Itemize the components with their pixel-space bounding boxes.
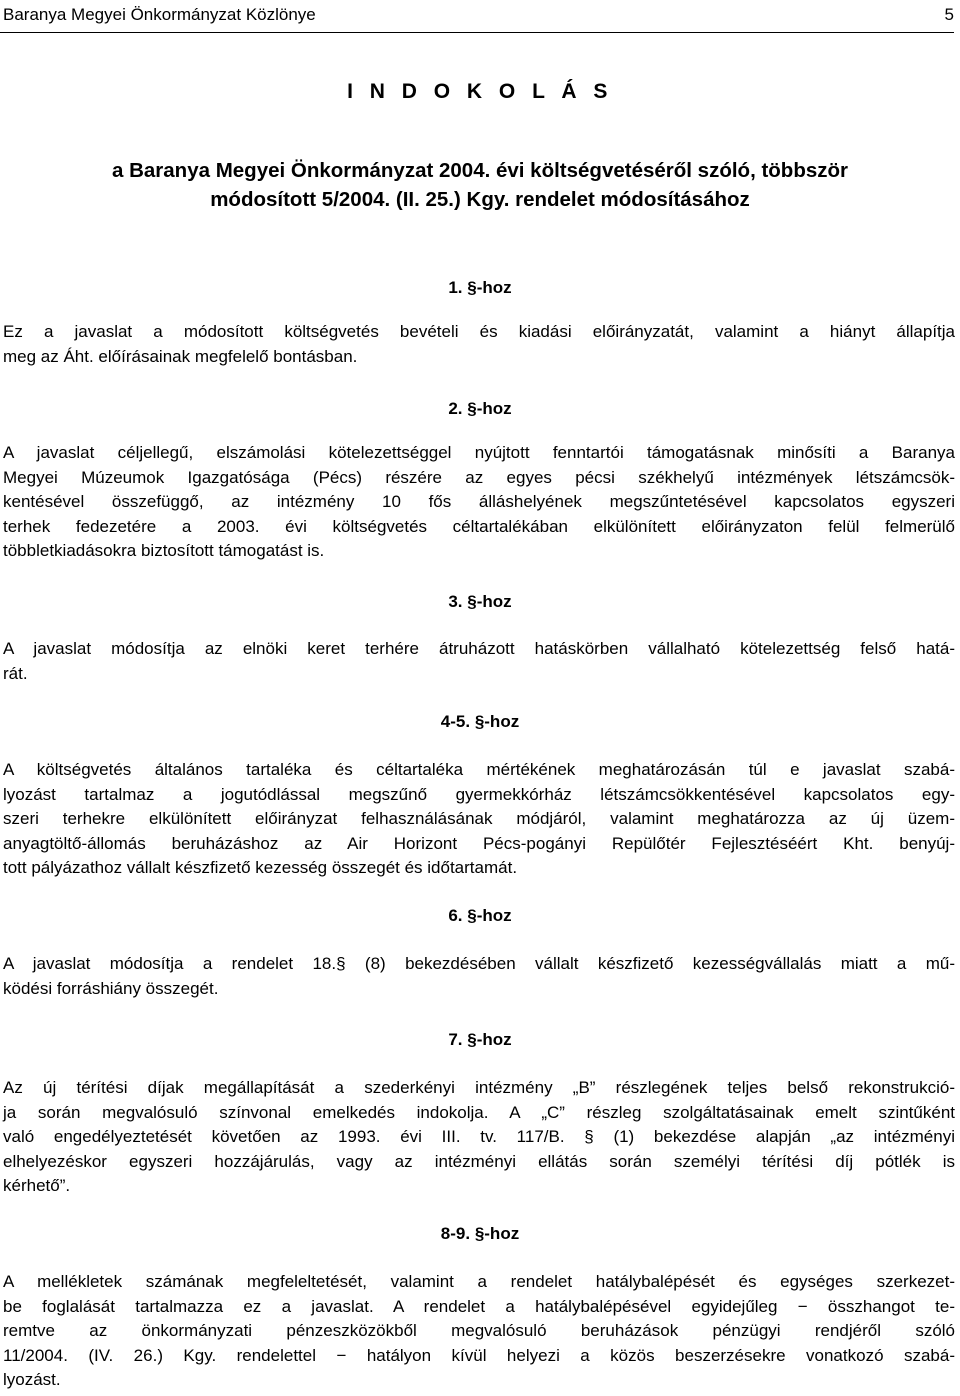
section-heading: 7. §-hoz bbox=[448, 1030, 512, 1049]
paragraph-line: ja során megvalósuló színvonal emelkedés indokolja. A „C” részleg szolgáltatásainak emelt szintűként bbox=[3, 1102, 955, 1122]
document-title: I N D O K O L Á S bbox=[347, 80, 613, 103]
section-paragraph bbox=[3, 1076, 955, 1199]
running-header bbox=[0, 4, 960, 28]
paragraph-line: terhek fedezetére a 2003. évi költségvetés céltartalékában elkülönített előirányzaton felül felmerülő bbox=[3, 516, 955, 536]
section-paragraph bbox=[3, 758, 955, 881]
section-paragraph bbox=[3, 952, 955, 1001]
section-heading: 8-9. §-hoz bbox=[440, 1224, 520, 1243]
paragraph-line: A költségvetés általános tartaléka és céltartaléka mértékének meghatározásán túl e javaslat szabá- bbox=[3, 760, 955, 779]
page-number: 5 bbox=[944, 5, 954, 24]
section-heading: 4-5. §-hoz bbox=[440, 712, 520, 731]
paragraph-line: be foglalását tartalmazza ez a javaslat. A rendelet a hatálybalépésével egyidejűleg − összhangot te- bbox=[3, 1296, 955, 1316]
paragraph-line: szeri terhekre elkülönített előirányzat felhasználásának módjáról, valamint meghatározza az új üzem- bbox=[3, 809, 955, 828]
paragraph-line: lyozást tartalmaz a jogutódlással megszűnő gyermekkórház létszámcsökkentésével kapcsolatos egy- bbox=[3, 784, 955, 804]
header-divider bbox=[0, 32, 954, 33]
subtitle-line: módosított 5/2004. (II. 25.) Kgy. rendelet módosításához bbox=[210, 188, 750, 211]
paragraph-line: kentésével összefüggő, az intézmény 10 fős álláshelyének megszűntetésével kapcsolatos egyszeri bbox=[3, 492, 955, 511]
journal-name: Baranya Megyei Önkormányzat Közlönye bbox=[3, 5, 316, 24]
section-heading: 1. §-hoz bbox=[448, 278, 512, 297]
section-paragraph bbox=[3, 320, 955, 369]
paragraph-line: való engedélyeztetését követően az 1993. évi III. tv. 117/B. § (1) bekezdése alapján „az intézményi bbox=[3, 1127, 955, 1146]
document-subtitle bbox=[0, 156, 960, 214]
paragraph-line: ködési forráshiány összegét. bbox=[3, 978, 219, 998]
paragraph-line: többletkiadásokra biztosított támogatást is. bbox=[3, 541, 325, 560]
paragraph-line: lyozást. bbox=[3, 1370, 61, 1389]
paragraph-line: rát. bbox=[3, 663, 28, 683]
paragraph-line: A javaslat módosítja a rendelet 18.§ (8) bekezdésében vállalt készfizető kezességvállalás miatt a mű- bbox=[3, 954, 955, 973]
section-paragraph bbox=[3, 637, 955, 686]
paragraph-line: remtve az önkormányzati pénzeszközökből megvalósuló beruházások pénzügyi rendjéről szóló bbox=[3, 1321, 955, 1340]
paragraph-line: anyagtöltő-állomás beruházáshoz az Air Horizont Pécs-pogányi Repülőtér Fejlesztéséért Kht. benyúj- bbox=[3, 833, 955, 853]
paragraph-line: kérhető”. bbox=[3, 1176, 71, 1195]
paragraph-line: A javaslat céljellegű, elszámolási kötelezettséggel nyújtott fenntartói támogatásnak minősíti a Baranya bbox=[3, 443, 955, 462]
paragraph-line: meg az Áht. előírásainak megfelelő bontásban. bbox=[3, 346, 358, 366]
paragraph-line: A javaslat módosítja az elnöki keret terhére átruházott hatáskörben vállalható kötelezettség felső hatá- bbox=[3, 639, 955, 658]
section-paragraph bbox=[3, 441, 955, 564]
paragraph-line: Ez a javaslat a módosított költségvetés bevételi és kiadási előirányzatát, valamint a hiányt állapítja bbox=[3, 322, 955, 341]
section-paragraph bbox=[3, 1270, 955, 1393]
paragraph-line: tott pályázathoz vállalt készfizető kezesség összegét és időtartamát. bbox=[3, 858, 518, 877]
paragraph-line: Az új térítési díjak megállapítását a szederkényi intézmény „B” részlegének teljes belső rekonstrukció- bbox=[3, 1078, 955, 1097]
section-heading: 6. §-hoz bbox=[448, 906, 512, 925]
section-heading: 3. §-hoz bbox=[448, 592, 512, 611]
paragraph-line: Megyei Múzeumok Igazgatósága (Pécs) részére az egyes pécsi székhelyű intézmények létszámcsök- bbox=[3, 467, 955, 487]
section-heading: 2. §-hoz bbox=[448, 399, 512, 418]
paragraph-line: 11/2004. (IV. 26.) Kgy. rendelettel − hatályon kívül helyezi a közös beszerzésekre vonatkozó szabá- bbox=[3, 1345, 955, 1365]
paragraph-line: elhelyezéskor egyszeri hozzájárulás, vagy az intézményi ellátás során személyi térítési díj pótlék is bbox=[3, 1151, 955, 1171]
subtitle-line: a Baranya Megyei Önkormányzat 2004. évi költségvetéséről szóló, többször bbox=[112, 159, 848, 182]
paragraph-line: A mellékletek számának megfeleltetését, valamint a rendelet hatálybalépését és egységes szerkezet- bbox=[3, 1272, 955, 1291]
